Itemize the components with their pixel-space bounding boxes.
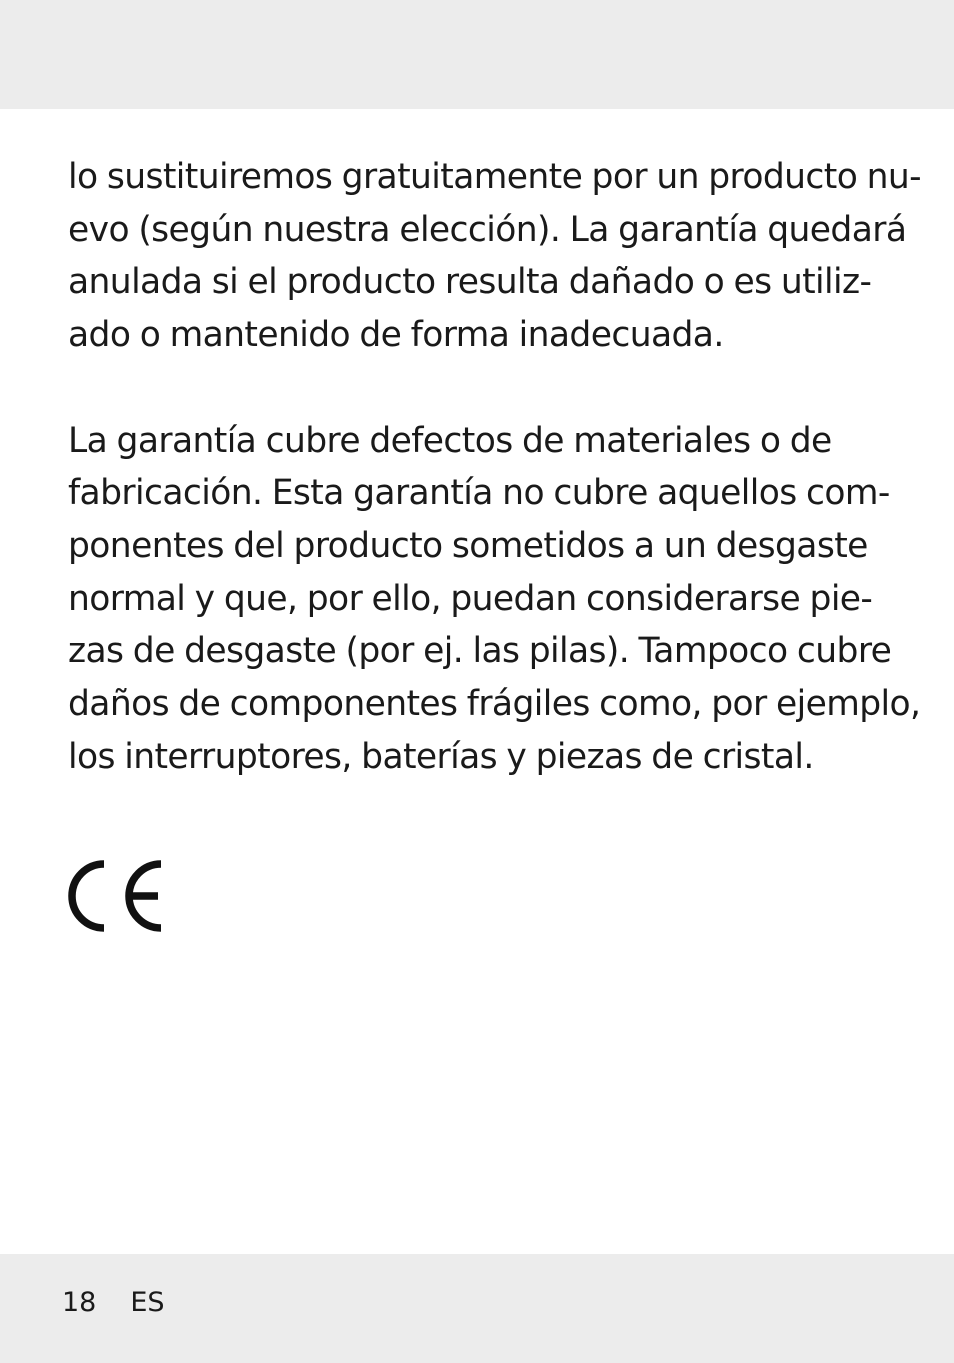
text-line: daños de componentes frágiles como, por ejemplo, bbox=[68, 684, 921, 725]
page-number: 18 bbox=[62, 1287, 97, 1318]
text-line: ado o mantenido de forma inadecuada. bbox=[68, 315, 724, 356]
text-line: anulada si el producto resulta dañado o es utiliz- bbox=[68, 262, 872, 303]
paragraph-warranty-coverage bbox=[68, 415, 921, 784]
text-line: lo sustituiremos gratuitamente por un producto nu- bbox=[68, 157, 921, 197]
text-line: normal y que, por ello, puedan considerarse pie- bbox=[68, 578, 873, 619]
text-line: La garantía cubre defectos de materiales o de bbox=[68, 420, 832, 461]
text-line: ponentes del producto sometidos a un desgaste bbox=[68, 525, 868, 566]
page-footer bbox=[62, 1286, 165, 1320]
paragraph-warranty-replacement bbox=[68, 151, 921, 362]
text-line: los interruptores, baterías y piezas de cristal. bbox=[68, 736, 814, 777]
page-body bbox=[68, 151, 921, 783]
language-code: ES bbox=[130, 1287, 165, 1318]
ce-mark-icon bbox=[66, 860, 166, 936]
text-line: zas de desgaste (por ej. las pilas). Tampoco cubre bbox=[68, 631, 892, 672]
text-line: fabricación. Esta garantía no cubre aquellos com- bbox=[68, 473, 890, 514]
paragraph-spacer bbox=[68, 362, 898, 415]
text-line: evo (según nuestra elección). La garantía quedará bbox=[68, 209, 907, 250]
header-band bbox=[0, 0, 954, 109]
